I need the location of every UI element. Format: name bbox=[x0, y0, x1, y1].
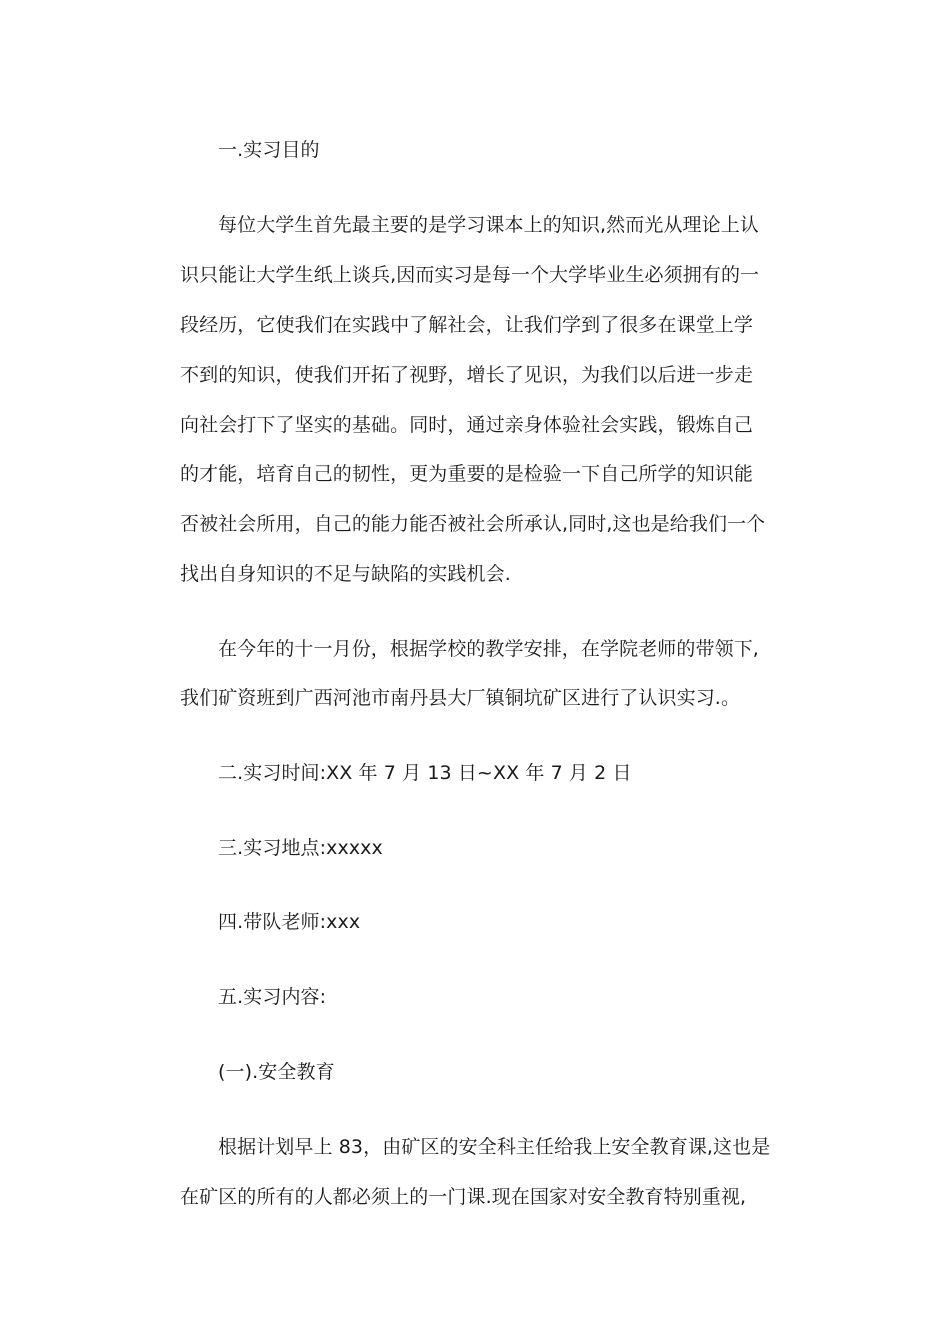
paragraph-line: 找出自身知识的不足与缺陷的实践机会. bbox=[180, 563, 511, 585]
subsection-heading-safety: (一).安全教育 bbox=[218, 1061, 335, 1083]
paragraph-line: 我们矿资班到广西河池市南丹县大厂镇铜坑矿区进行了认识实习.。 bbox=[180, 687, 741, 709]
paragraph-line: 段经历，它使我们在实践中了解社会，让我们学到了很多在课堂上学 bbox=[180, 314, 754, 336]
section-heading-location: 三.实习地点:xxxxx bbox=[218, 837, 383, 859]
paragraph-line: 每位大学生首先最主要的是学习课本上的知识,然而光从理论上认 bbox=[218, 214, 759, 236]
section-heading-purpose: 一.实习目的 bbox=[218, 139, 320, 161]
section-heading-teacher: 四.带队老师:xxx bbox=[218, 911, 361, 933]
paragraph-line: 在今年的十一月份，根据学校的教学安排，在学院老师的带领下, bbox=[218, 638, 759, 660]
section-heading-time: 二.实习时间:XX 年 7 月 13 日~XX 年 7 月 2 日 bbox=[218, 762, 632, 784]
paragraph-line: 否被社会所用，自己的能力能否被社会所承认,同时,这也是给我们一个 bbox=[180, 513, 766, 535]
paragraph-line: 根据计划早上 83，由矿区的安全科主任给我上安全教育课,这也是 bbox=[218, 1136, 771, 1158]
paragraph-line: 在矿区的所有的人都必须上的一门课.现在国家对安全教育特别重视, bbox=[180, 1186, 747, 1208]
paragraph-line: 向社会打下了坚实的基础。同时，通过亲身体验社会实践，锻炼自己 bbox=[180, 414, 754, 436]
section-heading-content: 五.实习内容: bbox=[218, 986, 327, 1008]
paragraph-line: 的才能，培育自己的韧性，更为重要的是检验一下自己所学的知识能 bbox=[180, 463, 754, 485]
paragraph-line: 识只能让大学生纸上谈兵,因而实习是每一个大学毕业生必须拥有的一 bbox=[180, 264, 760, 286]
paragraph-line: 不到的知识，使我们开拓了视野，增长了见识，为我们以后进一步走 bbox=[180, 364, 754, 386]
